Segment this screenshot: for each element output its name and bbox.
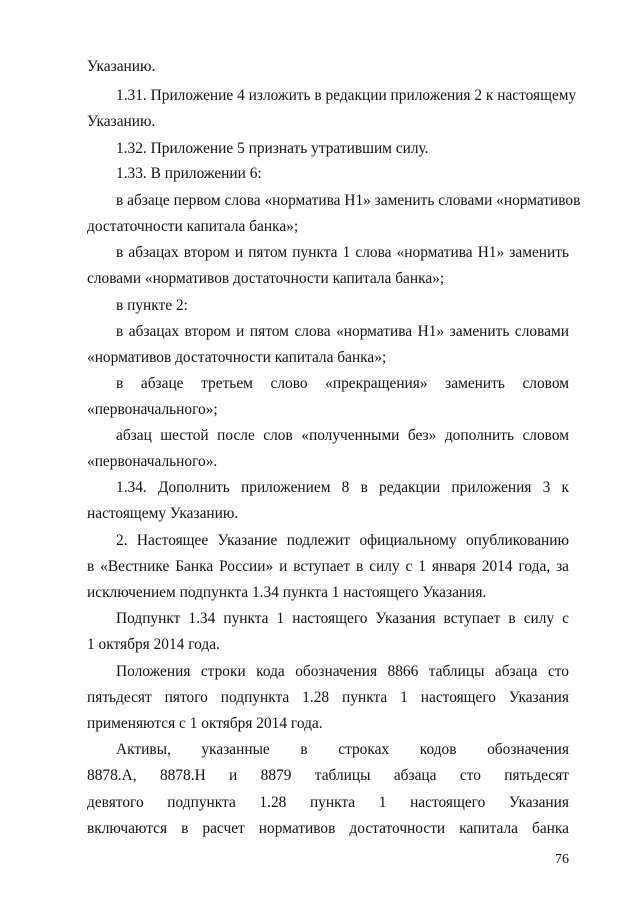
text-line: достаточности капитала банка»;: [87, 218, 299, 235]
text-line: Активы, указанные в строках кодов обозначения: [116, 741, 569, 758]
text-line: настоящему Указанию.: [87, 505, 239, 522]
text-line: 2. Настоящее Указание подлежит официальному опубликованию: [116, 532, 569, 549]
text-line: 8878.А, 8878.Н и 8879 таблицы абзаца сто пятьдесят: [87, 767, 569, 784]
page-number: 76: [555, 852, 569, 867]
text-line: абзац шестой после слов «полученными без» дополнить словом: [116, 427, 569, 444]
text-line: «нормативов достаточности капитала банка»;: [87, 349, 387, 366]
text-line: в абзаце третьем слово «прекращения» заменить словом: [116, 375, 569, 392]
text-line: 1.34. Дополнить приложением 8 в редакции приложения 3 к: [116, 479, 569, 496]
text-line: «первоначального».: [87, 453, 218, 470]
text-line: Указанию.: [87, 113, 156, 130]
text-line: применяются с 1 октября 2014 года.: [87, 715, 323, 732]
text-line: Подпункт 1.34 пункта 1 настоящего Указания вступает в силу с: [116, 610, 569, 627]
text-line: 1.33. В приложении 6:: [116, 165, 262, 182]
text-line: Указанию.: [87, 58, 156, 75]
text-line: 1.31. Приложение 4 изложить в редакции приложения 2 к настоящему: [116, 87, 577, 104]
text-line: в абзацах втором и пятом слова «норматива Н1» заменить словами: [116, 323, 569, 340]
text-line: в пункте 2:: [116, 297, 188, 314]
text-line: в «Вестнике Банка России» и вступает в силу с 1 января 2014 года, за: [87, 558, 569, 575]
text-line: девятого подпункта 1.28 пункта 1 настоящего Указания: [87, 794, 569, 811]
text-line: «первоначального»;: [87, 401, 218, 418]
text-line: исключением подпункта 1.34 пункта 1 настоящего Указания.: [87, 584, 487, 601]
text-line: словами «нормативов достаточности капитала банка»;: [87, 270, 445, 287]
text-line: включаются в расчет нормативов достаточности капитала банка: [87, 820, 569, 837]
text-line: в абзацах втором и пятом пункта 1 слова «норматива Н1» заменить: [116, 244, 569, 261]
text-line: в абзаце первом слова «норматива Н1» заменить словами «нормативов: [116, 192, 581, 209]
text-line: 1 октября 2014 года.: [87, 636, 220, 653]
text-line: Положения строки кода обозначения 8866 таблицы абзаца сто: [116, 663, 569, 680]
text-line: 1.32. Приложение 5 признать утратившим силу.: [116, 140, 429, 157]
text-line: пятьдесят пятого подпункта 1.28 пункта 1 настоящего Указания: [87, 689, 569, 706]
